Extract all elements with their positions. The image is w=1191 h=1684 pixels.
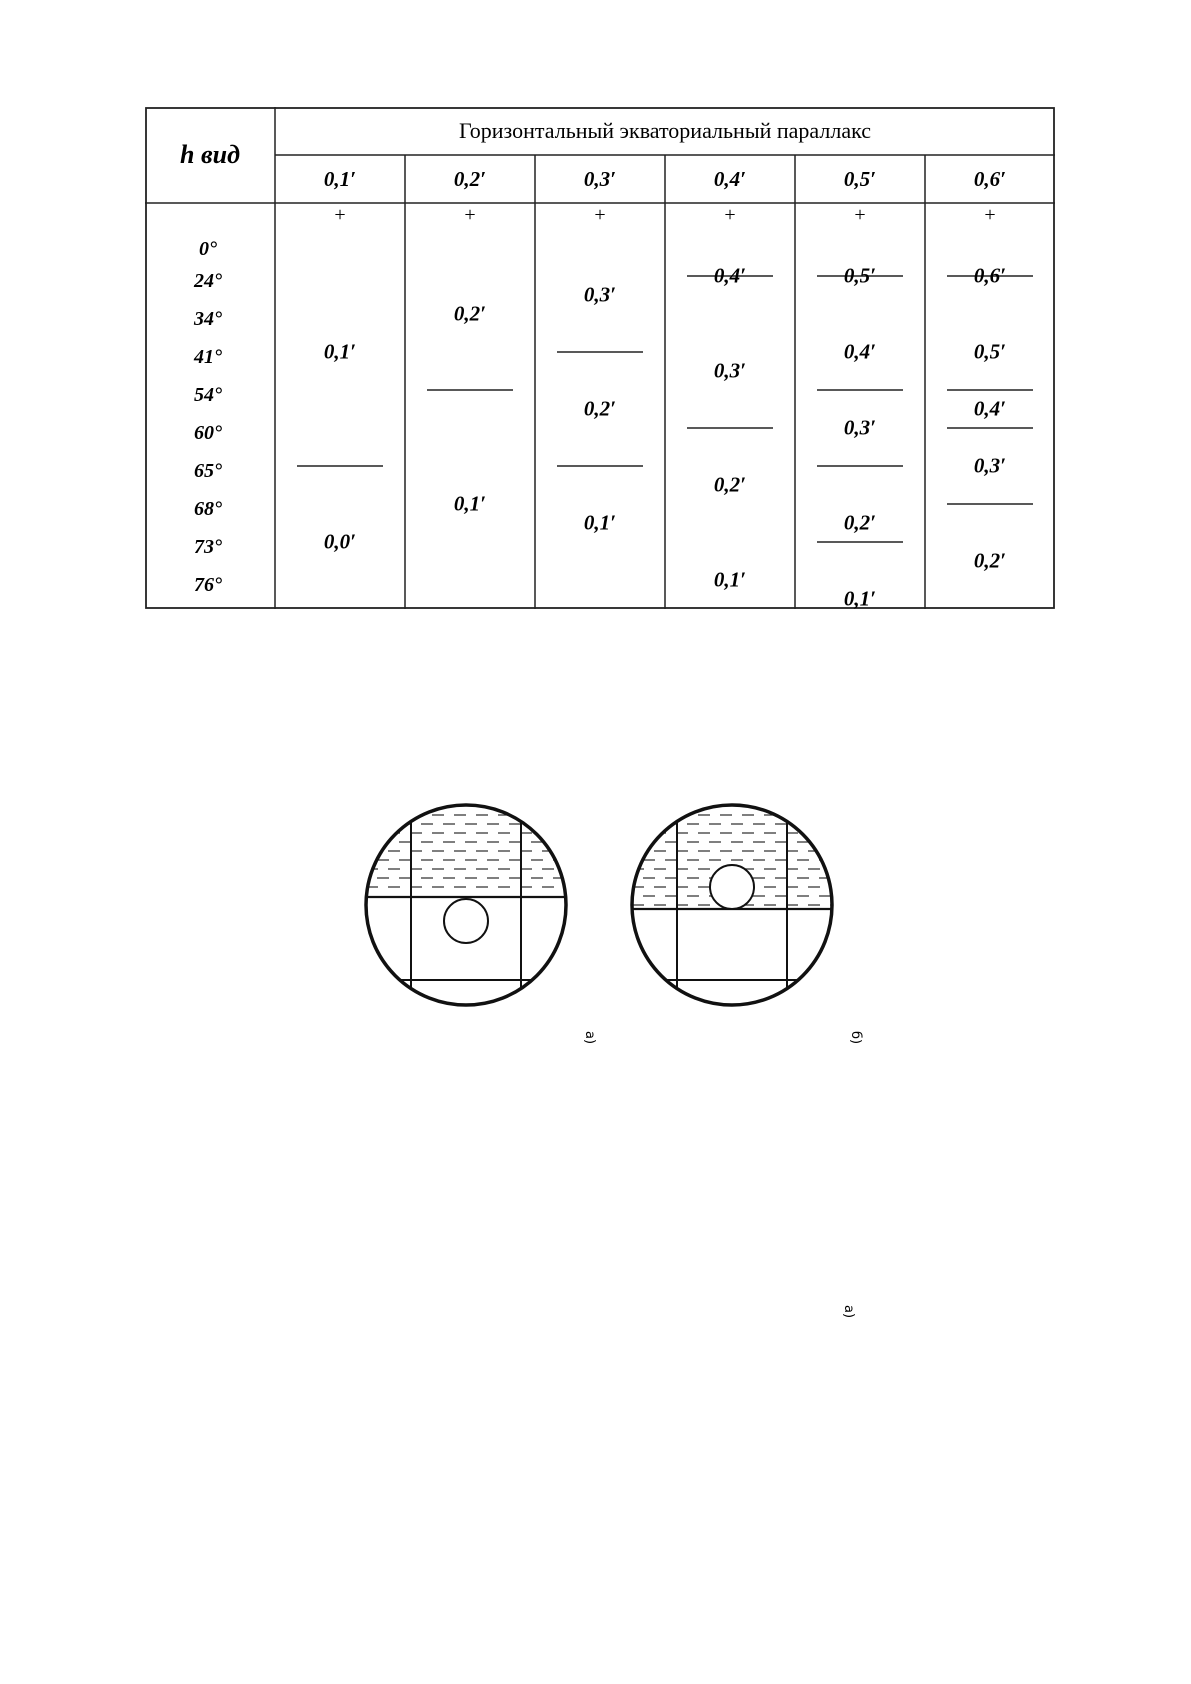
footnote-mark: а) (841, 1304, 857, 1319)
parallax-value: 0,1′ (323, 339, 357, 364)
height-label: 41° (194, 346, 222, 368)
parallax-value: 0,1′ (453, 491, 487, 516)
parallax-value: 0,5′ (843, 263, 877, 288)
height-label: 65° (194, 460, 222, 482)
column-header: 0,4′ (713, 166, 747, 191)
vial-outline (366, 805, 566, 1005)
parallax-value: 0,4′ (973, 396, 1007, 421)
level-figure (621, 805, 842, 1005)
column-header: 0,2′ (453, 166, 487, 191)
parallax-value: 0,2′ (843, 510, 877, 535)
height-label: 68° (194, 498, 222, 520)
parallax-table (145, 107, 1055, 609)
header-title: Горизонтальный экваториальный параллакс (458, 118, 872, 143)
parallax-value: 0,1′ (583, 510, 617, 535)
figure-label: а) (582, 1030, 598, 1045)
parallax-value: 0,3′ (973, 453, 1007, 478)
height-label: 60° (194, 422, 222, 444)
plus-sign: + (724, 204, 736, 226)
figure-label: б) (848, 1030, 864, 1045)
parallax-value: 0,2′ (583, 396, 617, 421)
parallax-value: 0,2′ (453, 301, 487, 326)
parallax-value: 0,2′ (713, 472, 747, 497)
column-header: 0,3′ (583, 166, 617, 191)
plus-sign: + (594, 204, 606, 226)
parallax-value: 0,3′ (843, 415, 877, 440)
parallax-value: 0,1′ (843, 586, 877, 611)
parallax-value: 0,5′ (973, 339, 1007, 364)
column-header: 0,1′ (323, 166, 357, 191)
height-label: 0° (199, 238, 217, 260)
plus-sign: + (464, 204, 476, 226)
parallax-value: 0,4′ (843, 339, 877, 364)
parallax-value: 0,2′ (973, 548, 1007, 573)
parallax-value: 0,4′ (713, 263, 747, 288)
height-label: 73° (194, 536, 222, 558)
column-header: 0,6′ (973, 166, 1007, 191)
bubble (710, 865, 754, 909)
bubble (444, 899, 488, 943)
parallax-value: 0,3′ (713, 358, 747, 383)
parallax-value: 0,0′ (323, 529, 357, 554)
plus-sign: + (984, 204, 996, 226)
vial-outline (632, 805, 832, 1005)
parallax-value: 0,1′ (713, 567, 747, 592)
height-label: 54° (194, 384, 222, 406)
height-label: 24° (194, 270, 222, 292)
parallax-value: 0,6′ (973, 263, 1007, 288)
plus-sign: + (854, 204, 866, 226)
height-label: 76° (194, 574, 222, 596)
plus-sign: + (334, 204, 346, 226)
height-label: 34° (194, 308, 222, 330)
level-figure (355, 805, 576, 1005)
parallax-value: 0,3′ (583, 282, 617, 307)
corner-label: h вид (180, 140, 240, 169)
column-header: 0,5′ (843, 166, 877, 191)
